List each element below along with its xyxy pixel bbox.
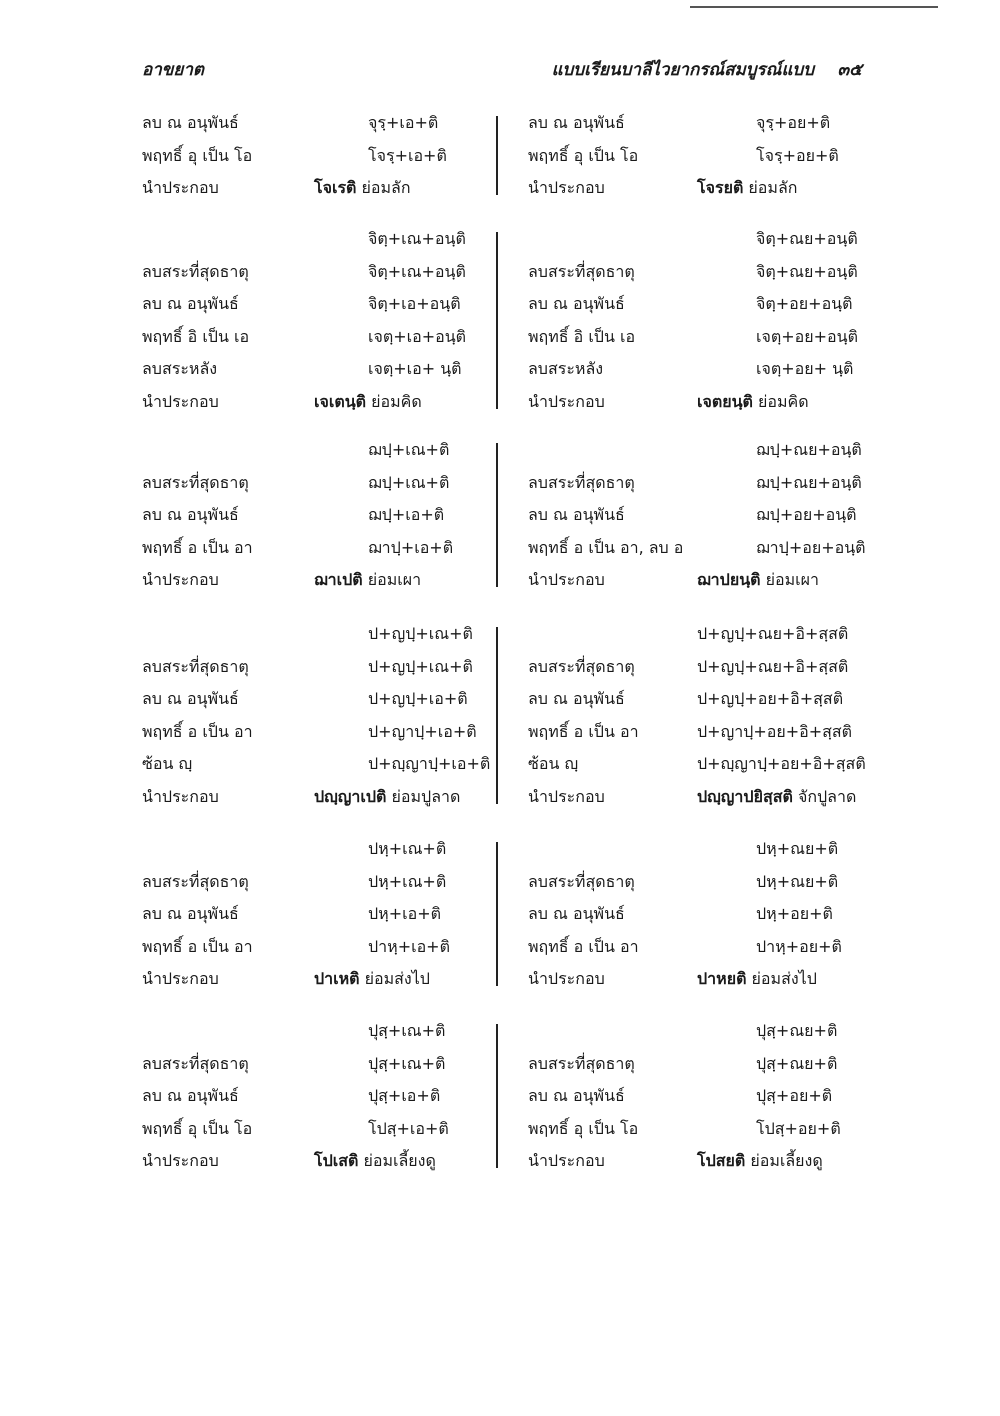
left-result-word: โจเรติ	[314, 178, 357, 197]
step-row	[0, 654, 1000, 680]
step-row	[0, 1116, 1000, 1142]
left-step-label: พฤทธิ์ อ เป็น อา	[142, 936, 253, 956]
left-step-label: ลบสระที่สุดธาตุ	[142, 261, 249, 281]
right-formula: จิตฺ+ณย+อนฺติ	[756, 261, 858, 281]
left-result-label: นำประกอบ	[142, 969, 219, 988]
left-formula: ป+ญปฺ+เอ+ติ	[368, 689, 468, 708]
column-divider	[496, 443, 498, 587]
right-formula: ฌปฺ+ณย+อนฺติ	[756, 472, 862, 492]
left-result-label: นำประกอบ	[142, 391, 219, 411]
left-step-label: ลบสระหลัง	[142, 359, 218, 378]
left-step-label: ลบ ณ อนุพันธ์	[142, 113, 239, 132]
left-step-label: พฤทธิ์ อุ เป็น โอ	[142, 145, 253, 165]
step-row	[0, 259, 1000, 285]
step-row	[0, 110, 1000, 136]
left-result-label: นำประกอบ	[142, 178, 219, 197]
result-row	[0, 966, 1000, 992]
left-formula: ปหฺ+เอ+ติ	[368, 904, 441, 923]
left-result-meaning: ย่อมลัก	[356, 178, 411, 197]
right-step-label: พฤทธิ์ อิ เป็น เอ	[528, 326, 636, 346]
step-row	[0, 719, 1000, 745]
top-rule	[690, 6, 938, 8]
right-step-label: ลบ ณ อนุพันธ์	[528, 904, 625, 923]
result-row	[0, 389, 1000, 415]
right-formula: ป+ญปฺ+อย+อิ+สฺสติ	[697, 689, 844, 708]
left-formula: ปหฺ+เณ+ติ	[368, 871, 447, 891]
page-header	[142, 56, 862, 86]
right-formula: ป+ญาปฺ+อย+อิ+สฺสติ	[697, 721, 853, 741]
right-result	[697, 567, 819, 593]
right-formula: ฌาปฺ+อย+อนฺติ	[756, 537, 866, 557]
left-result	[314, 389, 422, 415]
left-result	[314, 567, 421, 593]
left-result	[314, 784, 460, 810]
right-formula: ปหฺ+ณย+ติ	[756, 839, 839, 858]
left-step-label: ลบสระที่สุดธาตุ	[142, 1053, 249, 1073]
left-result-word: ปาเหติ	[314, 969, 360, 988]
right-result-word: ฌาปยนฺติ	[697, 570, 761, 589]
right-result-word: ปาหยติ	[697, 969, 747, 988]
page-number: ๓๕	[837, 60, 862, 80]
left-formula: ปุสฺ+เณ+ติ	[368, 1053, 446, 1073]
result-row	[0, 567, 1000, 593]
right-formula: โปสฺ+อย+ติ	[756, 1118, 841, 1138]
right-step-label: ลบ ณ อนุพันธ์	[528, 113, 625, 132]
left-result-label: นำประกอบ	[142, 1151, 219, 1170]
left-formula: จิตฺ+เอ+อนฺติ	[368, 294, 461, 313]
result-row	[0, 175, 1000, 201]
step-row	[0, 751, 1000, 777]
left-formula: เจตฺ+เอ+อนฺติ	[368, 326, 467, 346]
column-divider	[496, 1024, 498, 1168]
step-row	[0, 324, 1000, 350]
right-step-label: ลบสระที่สุดธาตุ	[528, 472, 635, 492]
right-formula: ปุสฺ+ณย+ติ	[756, 1021, 838, 1040]
left-result	[314, 1148, 436, 1174]
right-formula: ปหฺ+ณย+ติ	[756, 871, 839, 891]
right-formula: ฌปฺ+ณย+อนฺติ	[756, 440, 862, 459]
right-formula: ป+ญฺญาปฺ+อย+อิ+สฺสติ	[697, 754, 866, 773]
right-step-label: ลบสระที่สุดธาตุ	[528, 656, 635, 676]
left-formula: จิตฺ+เณ+อนฺติ	[368, 229, 466, 248]
running-header-right: แบบเรียนบาลีไวยากรณ์สมบูรณ์แบบ	[551, 60, 814, 80]
left-step-label: ลบ ณ อนุพันธ์	[142, 904, 239, 923]
step-row	[0, 1051, 1000, 1077]
left-step-label: ลบ ณ อนุพันธ์	[142, 294, 239, 313]
column-divider	[496, 116, 498, 195]
left-formula: ฌาปฺ+เอ+ติ	[368, 537, 454, 557]
step-row	[0, 869, 1000, 895]
right-formula: ป+ญปฺ+ณย+อิ+สฺสติ	[697, 656, 849, 676]
right-step-label: ลบ ณ อนุพันธ์	[528, 505, 625, 524]
right-result-meaning: ย่อมเผา	[760, 570, 819, 589]
step-row	[0, 470, 1000, 496]
right-formula: โจรฺ+อย+ติ	[756, 145, 839, 165]
right-result-meaning: ย่อมคิด	[752, 391, 809, 411]
base-formula-row	[0, 437, 1000, 463]
right-formula: จุรฺ+อย+ติ	[756, 113, 831, 132]
base-formula-row	[0, 621, 1000, 647]
step-row	[0, 535, 1000, 561]
left-result-label: นำประกอบ	[142, 786, 219, 806]
right-step-label: พฤทธิ์ อุ เป็น โอ	[528, 1118, 639, 1138]
left-formula: ป+ญฺญาปฺ+เอ+ติ	[368, 754, 491, 773]
left-step-label: ลบ ณ อนุพันธ์	[142, 1086, 239, 1105]
left-formula: ฌปฺ+เณ+ติ	[368, 472, 450, 492]
left-result	[314, 175, 411, 201]
right-result-meaning: ย่อมส่งไป	[746, 969, 817, 988]
right-result-meaning: ย่อมลัก	[743, 178, 798, 197]
left-result-meaning: ย่อมเผา	[362, 570, 422, 589]
right-formula: เจตฺ+อย+อนฺติ	[756, 326, 858, 346]
left-step-label: ลบสระที่สุดธาตุ	[142, 656, 249, 676]
left-formula: ฌปฺ+เณ+ติ	[368, 440, 450, 459]
right-result-label: นำประกอบ	[528, 178, 605, 197]
base-formula-row	[0, 836, 1000, 862]
right-step-label: ลบสระที่สุดธาตุ	[528, 871, 635, 891]
right-step-label: พฤทธิ์ อ เป็น อา	[528, 721, 639, 741]
right-step-label: ลบ ณ อนุพันธ์	[528, 689, 625, 708]
left-result-meaning: ย่อมเลี้ยงดู	[358, 1151, 436, 1170]
right-step-label: ลบสระหลัง	[528, 359, 604, 378]
left-formula: ป+ญปฺ+เณ+ติ	[368, 656, 473, 676]
right-formula: ปุสฺ+อย+ติ	[756, 1086, 833, 1105]
left-formula: โจรฺ+เอ+ติ	[368, 145, 447, 165]
left-step-label: ซ้อน ญฺ	[142, 754, 193, 773]
left-formula: เจตฺ+เอ+ นฺติ	[368, 359, 462, 378]
right-result	[697, 389, 809, 415]
left-step-label: ลบสระที่สุดธาตุ	[142, 871, 249, 891]
right-step-label: ลบ ณ อนุพันธ์	[528, 1086, 625, 1105]
right-result-word: ปญฺญาปยิสฺสติ	[697, 786, 793, 806]
step-row	[0, 143, 1000, 169]
left-result-word: เจเตนฺติ	[314, 391, 367, 411]
column-divider	[496, 627, 498, 804]
right-result-word: เจตยนฺติ	[697, 391, 753, 411]
right-formula: จิตฺ+อย+อนฺติ	[756, 294, 853, 313]
left-step-label: พฤทธิ์ อ เป็น อา	[142, 721, 253, 741]
step-row	[0, 291, 1000, 317]
left-result-word: ฌาเปติ	[314, 570, 363, 589]
right-step-label: ลบสระที่สุดธาตุ	[528, 261, 635, 281]
base-formula-row	[0, 1018, 1000, 1044]
left-formula: โปสฺ+เอ+ติ	[368, 1118, 449, 1138]
right-result-label: นำประกอบ	[528, 786, 605, 806]
left-formula: ป+ญปฺ+เณ+ติ	[368, 624, 473, 643]
right-result-word: โจรยติ	[697, 178, 744, 197]
right-result-label: นำประกอบ	[528, 391, 605, 411]
left-step-label: พฤทธิ์ อุ เป็น โอ	[142, 1118, 253, 1138]
right-formula: จิตฺ+ณย+อนฺติ	[756, 229, 858, 248]
right-result-meaning: ย่อมเลี้ยงดู	[745, 1151, 823, 1170]
step-row	[0, 901, 1000, 927]
column-divider	[496, 232, 498, 409]
right-result	[697, 175, 797, 201]
left-result-meaning: ย่อมคิด	[366, 391, 422, 411]
left-step-label: พฤทธิ์ อิ เป็น เอ	[142, 326, 250, 346]
right-step-label: ลบ ณ อนุพันธ์	[528, 294, 625, 313]
left-formula: จิตฺ+เณ+อนฺติ	[368, 261, 466, 281]
result-row	[0, 784, 1000, 810]
right-step-label: ซ้อน ญฺ	[528, 754, 579, 773]
left-step-label: ลบ ณ อนุพันธ์	[142, 505, 239, 524]
right-formula: ปาหฺ+อย+ติ	[756, 936, 842, 956]
right-result-word: โปสยติ	[697, 1151, 746, 1170]
right-formula: ปหฺ+อย+ติ	[756, 904, 833, 923]
step-row	[0, 356, 1000, 382]
right-step-label: พฤทธิ์ อ เป็น อา, ลบ อ	[528, 537, 684, 557]
left-formula: ปหฺ+เณ+ติ	[368, 839, 447, 858]
right-step-label: ลบสระที่สุดธาตุ	[528, 1053, 635, 1073]
column-divider	[496, 842, 498, 986]
left-formula: ป+ญาปฺ+เอ+ติ	[368, 721, 477, 741]
running-header-left: อาขยาต	[142, 60, 204, 80]
right-result	[697, 966, 817, 992]
left-result-meaning: ย่อมส่งไป	[359, 969, 430, 988]
right-step-label: พฤทธิ์ อุ เป็น โอ	[528, 145, 639, 165]
right-result-label: นำประกอบ	[528, 969, 605, 988]
right-formula: ปุสฺ+ณย+ติ	[756, 1053, 838, 1073]
left-result-label: นำประกอบ	[142, 570, 219, 589]
step-row	[0, 1083, 1000, 1109]
base-formula-row	[0, 226, 1000, 252]
left-step-label: ลบสระที่สุดธาตุ	[142, 472, 249, 492]
left-step-label: ลบ ณ อนุพันธ์	[142, 689, 239, 708]
right-step-label: พฤทธิ์ อ เป็น อา	[528, 936, 639, 956]
right-result-label: นำประกอบ	[528, 1151, 605, 1170]
left-formula: จุรฺ+เอ+ติ	[368, 113, 439, 132]
left-formula: ฌปฺ+เอ+ติ	[368, 505, 445, 524]
right-formula: เจตฺ+อย+ นฺติ	[756, 359, 854, 378]
step-row	[0, 934, 1000, 960]
right-formula: ป+ญปฺ+ณย+อิ+สฺสติ	[697, 624, 849, 643]
right-formula: ฌปฺ+อย+อนฺติ	[756, 505, 857, 524]
left-result-word: โปเสติ	[314, 1151, 359, 1170]
right-result	[697, 784, 856, 810]
left-formula: ปาหฺ+เอ+ติ	[368, 936, 450, 956]
step-row	[0, 502, 1000, 528]
left-result-word: ปญฺญาเปติ	[314, 786, 387, 806]
result-row	[0, 1148, 1000, 1174]
step-row	[0, 686, 1000, 712]
left-formula: ปุสฺ+เอ+ติ	[368, 1086, 441, 1105]
left-formula: ปุสฺ+เณ+ติ	[368, 1021, 446, 1040]
left-result-meaning: ย่อมปูลาด	[386, 786, 461, 806]
right-result-meaning: จักปูลาด	[792, 786, 857, 806]
right-result	[697, 1148, 823, 1174]
left-step-label: พฤทธิ์ อ เป็น อา	[142, 537, 253, 557]
left-result	[314, 966, 430, 992]
right-result-label: นำประกอบ	[528, 570, 605, 589]
